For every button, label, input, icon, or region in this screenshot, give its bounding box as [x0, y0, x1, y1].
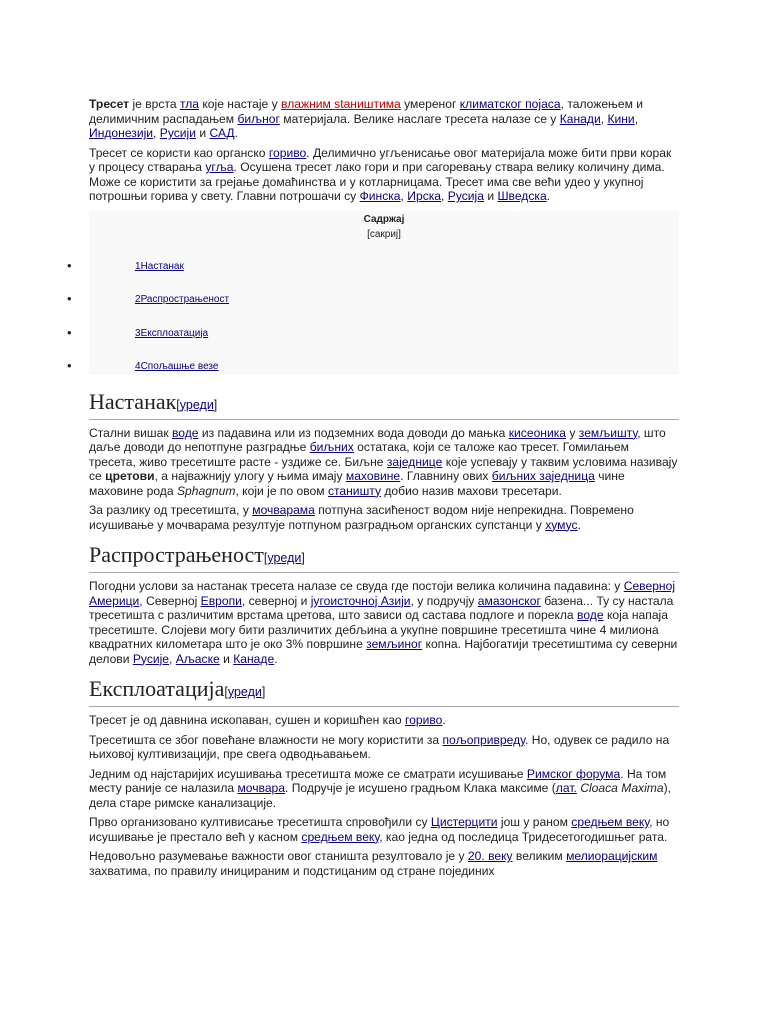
bullet-icon: •	[67, 290, 72, 306]
term-cloaca-maxima: Cloaca Maxima	[580, 781, 664, 795]
toc-item-spoljasnje-veze[interactable]	[67, 357, 679, 375]
heading-rasprostranjenost: Распрострањеност[уреди]	[89, 542, 679, 573]
link-sad[interactable]: САД	[209, 126, 235, 140]
toc-link-eksploatacija[interactable]: 3Експлоатација	[135, 327, 209, 339]
link-biljnih[interactable]: биљних	[309, 440, 354, 454]
link-vlaznim-stanistima[interactable]: влажним staништима	[281, 97, 401, 111]
link-finska[interactable]: Финска	[359, 189, 401, 203]
link-humus[interactable]: хумус	[545, 517, 578, 532]
link-mocvarama[interactable]: мочварама	[252, 503, 315, 517]
link-rusiji[interactable]: Русији	[159, 126, 197, 140]
link-amazonskog[interactable]: амазонског	[477, 593, 541, 608]
link-melioracijskim[interactable]: мелиорацијским	[566, 849, 658, 863]
link-indoneziji[interactable]: Индонезији	[89, 126, 154, 140]
link-irska[interactable]: Ирска	[407, 189, 442, 203]
edit-link-eksploatacija[interactable]: уреди	[227, 685, 262, 699]
link-20-veku[interactable]: 20. веку	[467, 849, 513, 863]
eksploatacija-paragraph-4: Прво организовано култивисање тресетишта спровођили су Цистерцити још у раном средњем веку, но исушивање је престало већ у касном средњем веку, као једна од последица Тридесетогодишњег рата.	[89, 815, 670, 844]
link-klimatskog-pojasa[interactable]: климатског појаса	[459, 97, 561, 111]
term-cretovi: цретови	[105, 469, 155, 483]
nastanak-paragraph-2: За разлику од тресетишта, у мочварама потпуна засићеност водом није непрекидна. Повремено исушивање у мочварама резултује потпуном разградњом органских супстанци у хумус.	[89, 503, 634, 532]
rasprostranjenost-paragraph-1: Погодни услови за настанак тресета налазе се свуда где постоји велика количина падавина: у Северној Америци, Северној Европи, северној и југоисточној Азији, у подручју амазонског базена... Ту су настала тресетишта с различитим врстама цретова, што зависи од састава подлоге и порекла воде која напаја тресетиште. Слојеви могу бити различитих дебљина а укупне површине тресетишта чине 4 милиона квадратних километара што је око 3% површине земљиног копна. Најбогатији тресетиштима су северни делови Русије, Аљаске и Канаде.	[89, 579, 678, 666]
link-srednjem-veku[interactable]: средњем веку	[571, 815, 650, 829]
link-aljaske[interactable]: Аљаске	[175, 651, 220, 666]
term-sphagnum: Sphagnum	[176, 483, 236, 498]
toc-item-nastanak[interactable]	[67, 257, 679, 275]
eksploatacija-paragraph-3: Једним од најстаријих исушивања тресетишта може се сматрати исушивање Римског форума. На том месту раније се налазила мочвара. Подручје је исушено градњом Клака максиме (лат. Cloaca Maxima), дела старе римске канализације.	[89, 766, 671, 810]
edit-link-rasprostranjenost[interactable]: уреди	[267, 551, 302, 565]
link-srednjem-veku-2[interactable]: средњем веку	[301, 829, 380, 844]
link-rusija[interactable]: Русија	[447, 189, 484, 203]
toc-link-nastanak[interactable]: 1Настанак	[135, 260, 184, 272]
link-jugoistocnoj-aziji[interactable]: југоисточној Азији	[310, 593, 411, 608]
link-severnoj-americi[interactable]: Северној Америци	[89, 579, 676, 608]
link-vode-2[interactable]: воде	[577, 608, 604, 622]
link-biljnih-zajednica[interactable]: биљних заједница	[491, 469, 595, 483]
eksploatacija-paragraph-5: Недовољно разумевање важности овог станишта резултовало је у 20. веку великим мелиорацијским захватима, по правилу иницираним и подстицаним од стране појединих	[89, 849, 658, 878]
toc-hide-toggle[interactable]: [сакриј]	[367, 228, 401, 240]
bullet-icon: •	[67, 324, 72, 340]
link-evropi[interactable]: Европи	[200, 593, 242, 608]
link-lat[interactable]: лат.	[555, 781, 577, 795]
link-kini[interactable]: Кини	[607, 111, 635, 126]
table-of-contents	[67, 211, 679, 375]
link-cistercitі[interactable]: Цистерцити	[430, 815, 498, 829]
heading-eksploatacija: Експлоатација[уреди]	[89, 676, 679, 707]
link-zemljinog[interactable]: земљиног	[366, 637, 423, 651]
link-kanade[interactable]: Канаде	[233, 651, 275, 666]
link-biljnog[interactable]: биљног	[237, 111, 280, 126]
link-vode[interactable]: воде	[171, 425, 199, 440]
toc-item-eksploatacija[interactable]	[67, 324, 679, 342]
link-zemljistu[interactable]: земљишту	[578, 425, 638, 440]
eksploatacija-paragraph-1: Тресет је од давнина ископаван, сушен и коришћен као гориво.	[89, 713, 446, 727]
link-uglja[interactable]: угља	[205, 160, 234, 174]
edit-section-link: [уреди]	[224, 685, 266, 699]
link-rusije[interactable]: Русије	[132, 651, 170, 666]
link-mocvara[interactable]: мочвара	[237, 781, 286, 795]
link-gorivo-2[interactable]: гориво	[405, 713, 443, 727]
link-gorivo[interactable]: гориво	[268, 145, 307, 160]
link-zajednice[interactable]: заједнице	[386, 454, 443, 469]
article-content	[67, 97, 679, 883]
toc-item-rasprostranjenost[interactable]	[67, 290, 679, 308]
link-poljoprivredu[interactable]: пољопривреду	[442, 732, 525, 747]
bullet-icon: •	[67, 257, 72, 273]
intro-paragraph-1: Тресет је врста тла које настаје у влажним staништима умереног климатског појаса, таложењем и делимичним распадањем биљног материјала. Велике наслаге тресета налазе се у Канади, Кини, Индонезији, Русији и САД.	[89, 97, 644, 140]
bullet-icon: •	[67, 357, 72, 373]
eksploatacija-paragraph-2: Тресетишта се због повећане влажности не могу користити за пољопривреду. Но, одувек се радило на њиховој култивизацији, пре свега одводњавањем.	[89, 732, 670, 761]
toc-title: Садржај	[363, 213, 405, 225]
edit-section-link: [уреди]	[263, 551, 305, 565]
link-stanistu[interactable]: станишту	[327, 483, 381, 498]
term-treset: Тресет	[89, 97, 130, 111]
link-tla[interactable]: тла	[179, 97, 199, 111]
link-kiseonika[interactable]: кисеоника	[508, 425, 567, 440]
link-svedska[interactable]: Шведска	[497, 189, 547, 203]
link-kanadi[interactable]: Канади	[559, 111, 601, 126]
link-rimskog-foruma[interactable]: Римског форума	[526, 766, 621, 781]
heading-nastanak: Настанак[уреди]	[89, 389, 679, 420]
link-mahovine[interactable]: маховине	[345, 469, 401, 483]
edit-link-nastanak[interactable]: уреди	[179, 397, 214, 412]
toc-link-rasprostranjenost[interactable]: 2Распрострањеност	[135, 293, 230, 305]
nastanak-paragraph-1: Стални вишак воде из падавина или из подземних вода доводи до мањка кисеоника у земљишту, што даље доводи до непотпуне разградње биљних остатака, који се таложе као тресет. Гомилањем тресета, живо тресетиште расте - уздиже се. Биљне заједнице које успевају у таквим условима називају се цретови, а најважнију улогу у њима имају маховине. Главнину ових биљних заједница чине маховине рода Sphagnum, који је по овом станишту добио назив махови тресетари.	[89, 425, 678, 498]
intro-paragraph-2: Тресет се користи као органско гориво. Делимично угљенисање овог материјала може бити први корак у процесу стварања угља. Осушена тресет лако гори и при сагоревању ствара велику количину дима. Може се користити за грејање домаћинства и у котларницама. Тресет има све већи удео у укупној потрошњи горива у свету. Главни потрошачи су Финска, Ирска, Русија и Шведска.	[89, 145, 672, 203]
toc-link-spoljasnje-veze[interactable]: 4Спољашње везе	[135, 360, 219, 372]
edit-section-link: [уреди]	[176, 397, 218, 412]
